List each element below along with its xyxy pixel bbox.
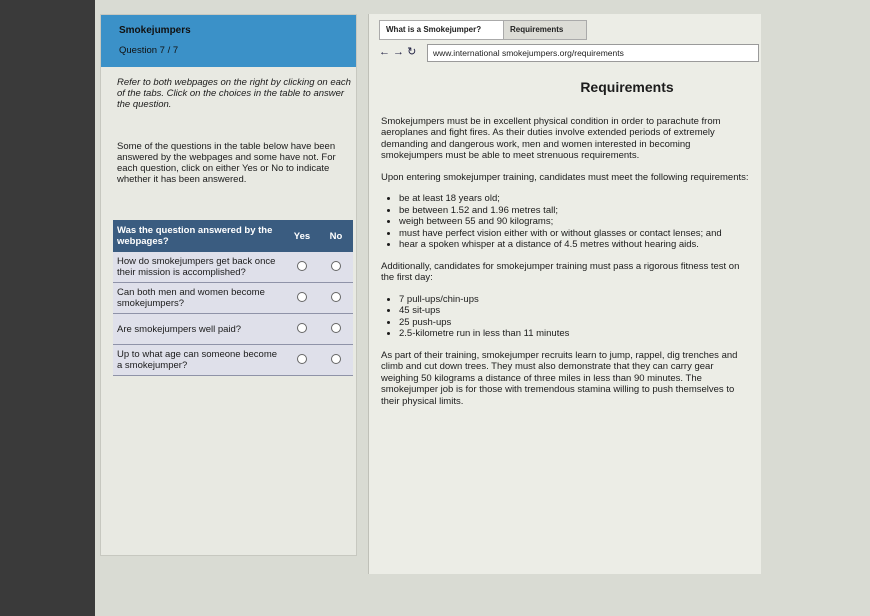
- question-number: Question 7 / 7: [119, 45, 179, 56]
- tab-what-is-smokejumper[interactable]: What is a Smokejumper?: [379, 20, 505, 40]
- browser-pane: [368, 14, 761, 574]
- table-row: [113, 345, 353, 376]
- url-field[interactable]: www.international smokejumpers.org/requirements: [427, 44, 759, 62]
- list-item: • 25 push-ups: [399, 317, 753, 329]
- app-title: Smokejumpers: [119, 25, 191, 36]
- requirements-list: [381, 193, 753, 251]
- page-content: [381, 79, 753, 417]
- table-header-question: Was the question answered by the webpages?: [113, 220, 285, 252]
- list-item: • 45 sit-ups: [399, 305, 753, 317]
- tab-requirements[interactable]: Requirements: [503, 20, 587, 40]
- list-item: • 7 pull-ups/chin-ups: [399, 294, 753, 306]
- no-radio[interactable]: [331, 292, 341, 302]
- question-header: [101, 15, 356, 67]
- table-row: [113, 283, 353, 314]
- no-radio[interactable]: [331, 354, 341, 364]
- question-text: Up to what age can someone become a smokejumper?: [113, 345, 285, 376]
- paragraph: Additionally, candidates for smokejumper training must pass a rigorous fitness test on the first day:: [381, 260, 740, 283]
- instruction-table: Some of the questions in the table below have been answered by the webpages and some have not. For each question, click on either Yes or No to indicate whether it has been answered.: [117, 141, 336, 185]
- nav-buttons-icon[interactable]: ← → ↻: [379, 46, 417, 58]
- yes-radio[interactable]: [297, 261, 307, 271]
- answer-table: [113, 220, 353, 376]
- table-header-yes: Yes: [285, 220, 319, 252]
- list-item: • be at least 18 years old;: [399, 193, 753, 205]
- table-row: [113, 252, 353, 283]
- question-text: How do smokejumpers get back once their mission is accomplished?: [113, 252, 285, 283]
- fitness-list: [381, 294, 753, 340]
- no-radio[interactable]: [331, 261, 341, 271]
- list-item: • hear a spoken whisper at a distance of 4.5 metres without hearing aids.: [399, 239, 753, 251]
- list-item: • weigh between 55 and 90 kilograms;: [399, 216, 753, 228]
- question-pane: [100, 14, 357, 556]
- list-item: • be between 1.52 and 1.96 metres tall;: [399, 205, 753, 217]
- yes-radio[interactable]: [297, 323, 307, 333]
- list-item: • 2.5-kilometre run in less than 11 minutes: [399, 328, 753, 340]
- list-item: • must have perfect vision either with or without glasses or contact lenses; and: [399, 228, 753, 240]
- address-bar-row: [369, 42, 761, 64]
- question-text: Can both men and women become smokejumpers?: [113, 283, 285, 314]
- table-row: [113, 314, 353, 345]
- instruction-tabs: Refer to both webpages on the right by clicking on each of the tabs. Click on the choices in the table to answer the question.: [117, 77, 351, 110]
- no-radio[interactable]: [331, 323, 341, 333]
- page-title: Requirements: [580, 79, 674, 95]
- yes-radio[interactable]: [297, 292, 307, 302]
- paragraph: Smokejumpers must be in excellent physical condition in order to parachute from aeroplanes and fight fires. As their duties involve extended periods of extremely demanding and dangerous work, men and women interested in becoming smokejumpers must be able to meet strenuous requirements.: [381, 115, 721, 161]
- paragraph: As part of their training, smokejumper recruits learn to jump, rappel, dig trenches and climb and cut down trees. They must also demonstrate that they can carry gear weighing 50 kilograms a distance of three miles in less than 90 minutes. The smokejumper job is for those with tremendous stamina willing to push themselves to their physical limits.: [381, 349, 738, 407]
- table-header-no: No: [319, 220, 353, 252]
- paragraph: Upon entering smokejumper training, candidates must meet the following requirements:: [381, 171, 749, 183]
- yes-radio[interactable]: [297, 354, 307, 364]
- question-text: Are smokejumpers well paid?: [113, 314, 285, 345]
